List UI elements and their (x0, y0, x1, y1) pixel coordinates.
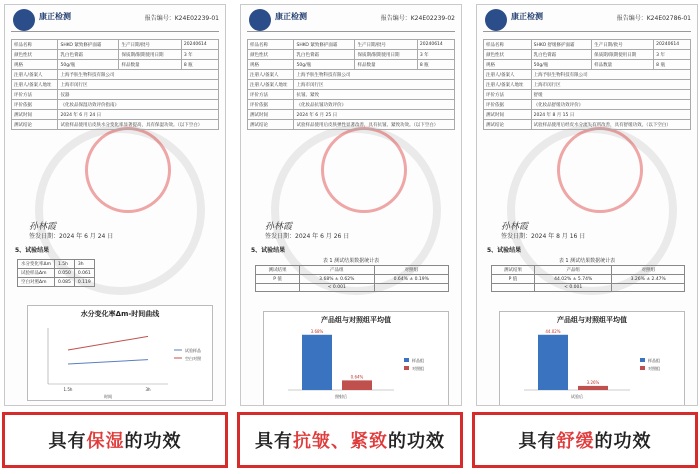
x-tick-label: 1.5h (63, 387, 73, 392)
table-title: 表 1 测试结果数据统计表 (558, 258, 616, 264)
sample-info-table (247, 39, 455, 130)
chart-title: 产品组与对照组平均值 (321, 316, 391, 324)
cell (374, 284, 448, 292)
legend-label: 空白对照 (185, 356, 201, 361)
result-table (491, 265, 685, 292)
cell: 测试时间 (484, 110, 532, 120)
cell: 8 瓶 (181, 60, 218, 70)
caption-highlight: 抗皱、紧致 (293, 431, 388, 452)
report-panel-antiwrinkle (240, 4, 462, 406)
cell: 测试结论 (484, 120, 532, 130)
signature: 孙林霞 (501, 222, 529, 232)
cell: 空白对照Δm (18, 278, 55, 287)
red-seal-stamp (321, 127, 407, 213)
cell: 评价依据 (12, 100, 58, 110)
cell: 0.061 (74, 269, 94, 278)
cell (612, 284, 685, 292)
cell: 2024 年 6 月 25 日 (294, 110, 455, 120)
cell: 20240614 (417, 40, 454, 50)
caption-suffix: 的功效 (388, 431, 445, 452)
cell: 50g/瓶 (294, 60, 355, 70)
report-panel-moisturizing (4, 4, 226, 406)
cell: 50g/瓶 (58, 60, 119, 70)
cell: 0.085 (54, 278, 74, 287)
caption-suffix: 的功效 (124, 431, 182, 452)
cell: SHKO 紧致修护面霜 (294, 40, 355, 50)
bar-chart-box (499, 311, 685, 406)
cell: 乳白色膏霜 (531, 50, 592, 60)
report-number: 报告编号：K24E02239-02 (380, 15, 455, 22)
series-line (68, 336, 148, 350)
cell: 《化妆品舒缓功效评价》 (531, 100, 690, 110)
legend-label: 对照组 (412, 366, 424, 371)
cell: P 值 (492, 275, 535, 284)
x-axis-label: 时间 (104, 394, 112, 399)
cell: 乳白色膏霜 (294, 50, 355, 60)
cell: 注册人/备案人地址 (248, 80, 294, 90)
cell: 2024 年 8 月 15 日 (531, 110, 690, 120)
cell: 测试结论 (12, 120, 58, 130)
cell: 保质期/限期使用日期 (355, 50, 417, 60)
cell: 规格 (248, 60, 294, 70)
legend-swatch (404, 366, 409, 370)
cell: 测试时间 (12, 110, 58, 120)
line-chart (28, 306, 214, 402)
legend-swatch (640, 358, 645, 362)
cell: 44.02% ± 5.74% (534, 275, 611, 284)
sample-info-table (11, 39, 219, 130)
section-heading: 5、试验结果 (251, 247, 286, 254)
data-label: 3.68% (310, 328, 324, 334)
chart-title: 水分变化率Δm-时间曲线 (80, 310, 160, 318)
cell: 《化妆品保湿功效评价指南》 (58, 100, 219, 110)
data-label: 3.26% (586, 379, 600, 385)
cell: 产品组 (300, 266, 374, 275)
caption-antiwrinkle (237, 412, 463, 468)
legend-label: 样品组 (412, 358, 424, 363)
cell: 3.68% ± 0.62% (300, 275, 374, 284)
report-panel-soothing (476, 4, 698, 406)
issue-date: 签发日期：2024 年 6 月 26 日 (265, 233, 350, 240)
bar (538, 335, 568, 390)
report-number: 报告编号：K24E02239-01 (144, 15, 219, 22)
cell: 3.26% ± 2.47% (612, 275, 685, 284)
cell: 测试结果 (256, 266, 300, 275)
cell: 试验样品使用后皮肤弹性显著改善，具有抗皱、紧致功效。（以下空白） (294, 120, 455, 130)
data-label: 44.02% (545, 328, 561, 334)
legend-label: 对照组 (648, 366, 660, 371)
red-seal-stamp (557, 127, 643, 213)
header-divider (483, 31, 691, 32)
bar-chart (264, 312, 450, 406)
cell: 评价依据 (248, 100, 294, 110)
cell: 样品名称 (248, 40, 294, 50)
table-title: 表 1 测试结果数据统计表 (322, 258, 380, 264)
cell: 颜色性状 (484, 50, 532, 60)
x-tick-label: 照射后 (335, 394, 347, 399)
cell: 规格 (12, 60, 58, 70)
bar (342, 380, 372, 390)
cell: 样品数量 (355, 60, 417, 70)
cell: 上海市闵行区 (58, 80, 219, 90)
cell: 评价方法 (12, 90, 58, 100)
data-label: 0.64% (350, 374, 364, 380)
cell: 保质期/限期使用日期 (119, 50, 181, 60)
caption-prefix: 具有 (48, 431, 87, 452)
signature: 孙林霞 (29, 222, 57, 232)
company-logo-text: 康正检测 (275, 12, 307, 21)
issue-date: 签发日期：2024 年 8 月 16 日 (501, 233, 586, 240)
cell: 上海予肤生物科技有限公司 (58, 70, 219, 80)
report-header (5, 5, 225, 33)
legend-swatch (404, 358, 409, 362)
signature: 孙林霞 (265, 222, 293, 232)
cell: 3 年 (181, 50, 218, 60)
cell: 水分变化率Δm (18, 260, 55, 269)
cell: 2024 年 6 月 24 日 (58, 110, 219, 120)
legend-label: 样品组 (648, 358, 660, 363)
company-logo-text: 康正检测 (511, 12, 543, 21)
cell: 评价方法 (248, 90, 294, 100)
caption-highlight: 舒缓 (556, 431, 595, 452)
bar (578, 386, 608, 390)
report-header (477, 5, 697, 33)
cell: P 值 (256, 275, 300, 284)
cell: 样品名称 (12, 40, 58, 50)
caption-suffix: 的功效 (594, 431, 652, 452)
cell: 评价方法 (484, 90, 532, 100)
cell: 抗皱、紧致 (294, 90, 455, 100)
cell: 颜色性状 (248, 50, 294, 60)
cell: 测试结论 (248, 120, 294, 130)
cell: 评价依据 (484, 100, 532, 110)
x-tick-label: 3h (145, 387, 151, 392)
line-chart-box (27, 305, 213, 401)
cell: 样品数量 (119, 60, 181, 70)
cell: 注册人/备案人 (484, 70, 532, 80)
header-divider (247, 31, 455, 32)
cell: 0.050 (54, 269, 74, 278)
cell: 0.119 (74, 278, 94, 287)
cell: 上海市闵行区 (531, 80, 690, 90)
kas-logo-icon (249, 9, 271, 31)
cell: 8 瓶 (654, 60, 691, 70)
kas-logo-icon (13, 9, 35, 31)
cell: 《化妆品抗皱功效评价》 (294, 100, 455, 110)
report-number: 报告编号：K24E02786-01 (616, 15, 691, 22)
cell: 50g/瓶 (531, 60, 592, 70)
series-line (68, 360, 148, 364)
cell (256, 284, 300, 292)
cell: < 0.001 (300, 284, 374, 292)
section-heading: 5、试验结果 (15, 247, 50, 254)
cell: 3 年 (654, 50, 691, 60)
cell: 测试结果 (492, 266, 535, 275)
cell: 生产日期/批号 (119, 40, 181, 50)
cell: 试验样品使用后经皮水分流失有所改善，具有舒缓功效。（以下空白） (531, 120, 690, 130)
cell (492, 284, 535, 292)
bar-chart (500, 312, 686, 406)
cell: 20240614 (654, 40, 691, 50)
cell: 样品数量 (592, 60, 654, 70)
cell: 0.64% ± 0.19% (374, 275, 448, 284)
header-divider (11, 31, 219, 32)
kas-logo-icon (485, 9, 507, 31)
cell: 注册人/备案人 (12, 70, 58, 80)
cell: 试验样品Δm (18, 269, 55, 278)
cell: 注册人/备案人地址 (484, 80, 532, 90)
result-table (255, 265, 449, 292)
x-tick-label: 试验后 (571, 394, 583, 399)
caption-moisturizing (2, 412, 228, 468)
cell: 上海市闵行区 (294, 80, 455, 90)
cell: 舒缓 (531, 90, 690, 100)
cell: 保质期/限期使用日期 (592, 50, 654, 60)
cell: 对照组 (612, 266, 685, 275)
cell: 生产日期/批号 (592, 40, 654, 50)
cell: < 0.001 (534, 284, 611, 292)
cell: 试验样品使用后皮肤水分变化率显著提高，具有保湿功效。（以下空白） (58, 120, 219, 130)
section-heading: 5、试验结果 (487, 247, 522, 254)
cell: 8 瓶 (417, 60, 454, 70)
cell: 测试时间 (248, 110, 294, 120)
cell: 对照组 (374, 266, 448, 275)
red-seal-stamp (85, 127, 171, 213)
company-logo-text: 康正检测 (39, 12, 71, 21)
legend-label: 试验样品 (185, 348, 201, 353)
cell: 样品名称 (484, 40, 532, 50)
cell: 上海予肤生物科技有限公司 (294, 70, 455, 80)
cell: 上海予肤生物科技有限公司 (531, 70, 690, 80)
chart-title: 产品组与对照组平均值 (557, 316, 627, 324)
sample-info-table (483, 39, 691, 130)
cell: 颜色性状 (12, 50, 58, 60)
cell: 注册人/备案人地址 (12, 80, 58, 90)
caption-prefix: 具有 (255, 431, 293, 452)
cell: 3h (74, 260, 94, 269)
issue-date: 签发日期：2024 年 6 月 24 日 (29, 233, 114, 240)
cell: 20240614 (181, 40, 218, 50)
cell: 乳白色膏霜 (58, 50, 119, 60)
caption-highlight: 保湿 (86, 431, 125, 452)
result-table (17, 259, 95, 287)
cell: 注册人/备案人 (248, 70, 294, 80)
legend-swatch (640, 366, 645, 370)
cell: SHKO 紧致修护面霜 (58, 40, 119, 50)
cell: SHKO 舒缓修护面霜 (531, 40, 592, 50)
report-header (241, 5, 461, 33)
cell: 仪器 (58, 90, 219, 100)
bar-chart-box (263, 311, 449, 406)
caption-prefix: 具有 (518, 431, 557, 452)
cell: 3 年 (417, 50, 454, 60)
cell: 规格 (484, 60, 532, 70)
cell: 生产日期/批号 (355, 40, 417, 50)
caption-soothing (472, 412, 698, 468)
cell: 1.5h (54, 260, 74, 269)
bar (302, 335, 332, 390)
cell: 产品组 (534, 266, 611, 275)
